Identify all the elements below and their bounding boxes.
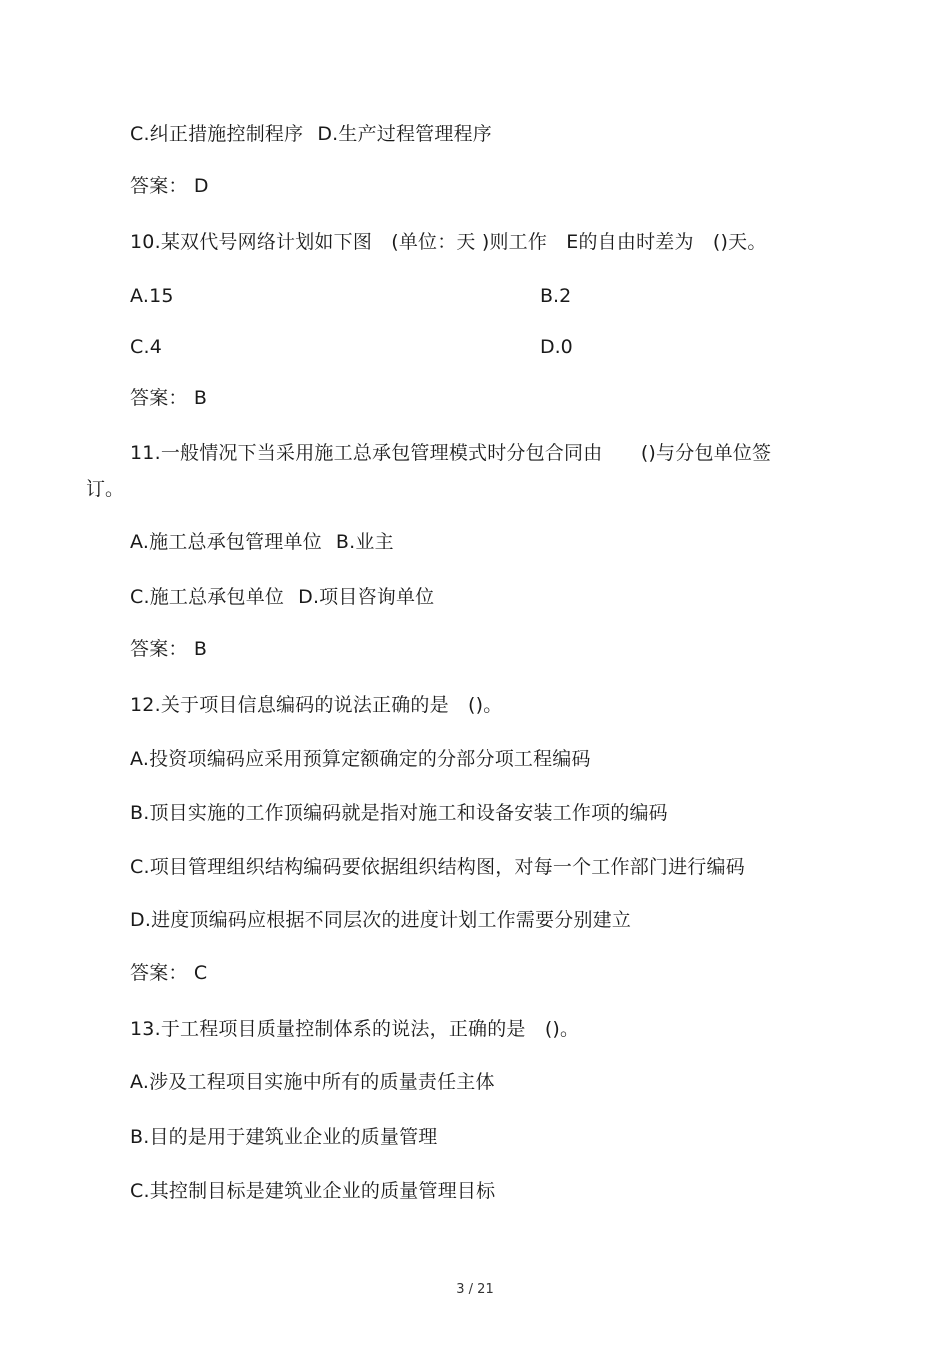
q9-option-c: C.纠正措施控制程序 <box>130 123 304 145</box>
q12-option-c: C.项目管理组织结构编码要依据组织结构图，对每一个工作部门进行编码 <box>130 856 745 878</box>
q11-option-a: A.施工总承包管理单位 <box>130 531 322 553</box>
q9-answer: 答案： D <box>130 175 209 197</box>
q13-option-a: A.涉及工程项目实施中所有的质量责任主体 <box>130 1071 495 1093</box>
q12-answer: 答案： C <box>130 962 208 984</box>
q10-answer: 答案： B <box>130 387 208 409</box>
q10-stem: 10.某双代号网络计划如下图 (单位：天 )则工作 E的自由时差为 ()天。 <box>130 231 767 253</box>
q9-options-cd <box>130 121 492 147</box>
q13-option-b: B.目的是用于建筑业企业的质量管理 <box>130 1126 438 1148</box>
q11-option-c: C.施工总承包单位 <box>130 586 285 608</box>
q12-option-b: B.顶目实施的工作顶编码就是指对施工和设备安装工作项的编码 <box>130 802 668 824</box>
q13-stem: 13.于工程项目质量控制体系的说法，正确的是 ()。 <box>130 1018 580 1040</box>
q10-option-a: A.15 <box>130 285 174 307</box>
q10-option-c: C.4 <box>130 336 162 358</box>
page-number: 3 / 21 <box>456 1282 494 1297</box>
q11-answer: 答案： B <box>130 638 208 660</box>
q10-option-b: B.2 <box>540 285 572 307</box>
q11-stem-line1: 11.一般情况下当采用施工总承包管理模式时分包合同由 ()与分包单位签 <box>130 442 772 464</box>
q10-option-d: D.0 <box>540 336 573 358</box>
q12-option-a: A.投资项编码应采用预算定额确定的分部分项工程编码 <box>130 748 591 770</box>
q12-option-d: D.进度顶编码应根据不同层次的进度计划工作需要分别建立 <box>130 909 632 931</box>
q11-options-ab <box>130 529 394 555</box>
q11-option-d: D.项目咨询单位 <box>298 586 435 608</box>
q11-options-cd <box>130 584 434 610</box>
q9-option-d: D.生产过程管理程序 <box>317 123 492 145</box>
q12-stem: 12.关于项目信息编码的说法正确的是 ()。 <box>130 694 503 716</box>
q11-stem-line2: 订。 <box>86 478 125 500</box>
q13-option-c: C.其控制目标是建筑业企业的质量管理目标 <box>130 1180 496 1202</box>
q11-option-b: B.业主 <box>335 531 394 553</box>
